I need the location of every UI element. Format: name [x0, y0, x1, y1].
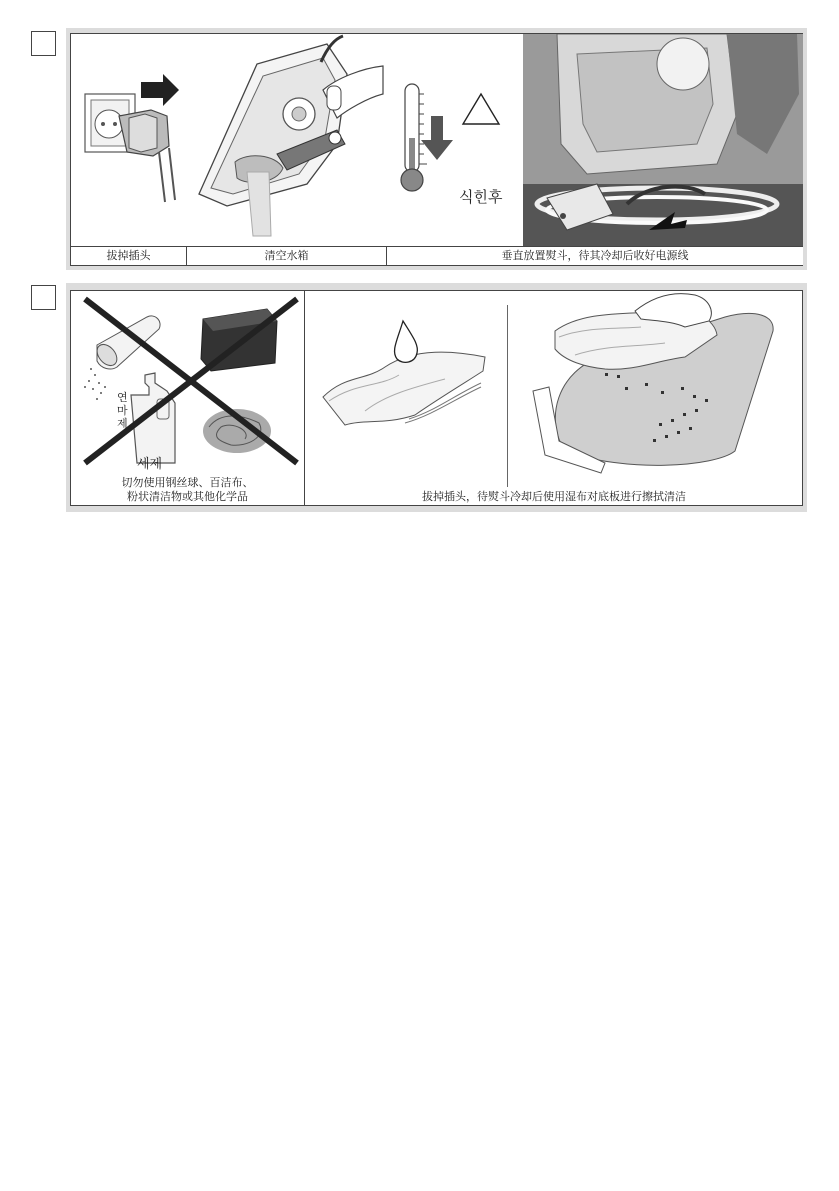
- unplug-illustration: [71, 34, 187, 248]
- illustration-panel-1: [66, 28, 807, 270]
- water-drop-icon: [395, 321, 418, 362]
- abrasive-vertical-label: 연마제: [117, 391, 128, 430]
- prohibited-caption-line1: 切勿使用钢丝球、百洁布、: [121, 476, 254, 489]
- empty-tank-illustration: [187, 34, 387, 248]
- wipe-soleplate-illustration: [305, 291, 803, 487]
- step-number-box-1: [31, 31, 56, 56]
- unplug-cell: [71, 34, 187, 265]
- empty-tank-caption: 清空水箱: [187, 246, 387, 265]
- wipe-soleplate-cell: [305, 291, 803, 505]
- illustration-frame-2: [70, 290, 803, 506]
- step-number-box-2: [31, 285, 56, 310]
- cooling-illustration: [387, 34, 803, 248]
- arrow-right-icon: [141, 74, 179, 106]
- unplug-caption: 拔掉插头: [71, 246, 187, 265]
- store-caption: 垂直放置熨斗，待其冷却后收好电源线: [387, 246, 803, 265]
- wipe-soleplate-caption: 拔掉插头，待熨斗冷却后使用湿布对底板进行擦拭清洁: [422, 490, 686, 503]
- empty-tank-cell: [187, 34, 387, 265]
- detergent-bottle-icon: [131, 373, 175, 463]
- warning-triangle-icon: [463, 94, 499, 124]
- illustration-frame-1: [70, 33, 803, 266]
- illustration-panel-2: [66, 283, 807, 512]
- detergent-label: 세제: [137, 457, 163, 472]
- prohibited-items-illustration: [71, 291, 304, 505]
- cool-label: 식힌후: [459, 188, 503, 206]
- prohibited-items-cell: [71, 291, 304, 505]
- arrow-down-icon: [421, 116, 453, 160]
- store-cell: [387, 34, 803, 265]
- thermometer-icon: [401, 84, 427, 191]
- prohibited-caption-line2: 粉状清洁物或其他化学品: [127, 490, 248, 503]
